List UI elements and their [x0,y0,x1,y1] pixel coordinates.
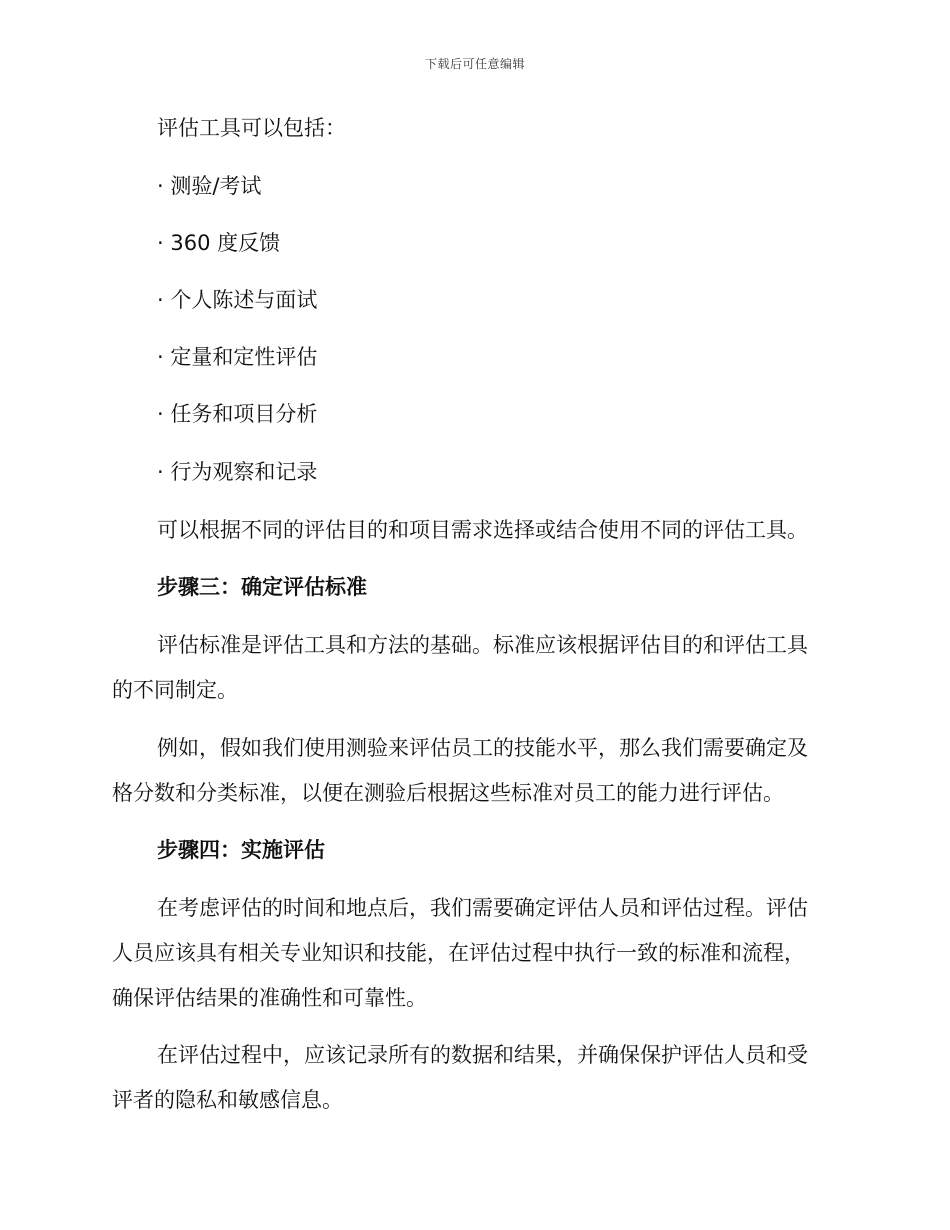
step4-paragraph1-line: 在考虑评估的时间和地点后，我们需要确定评估人员和评估过程。评估 [157,896,808,920]
bullet-item: · 个人陈述与面试 [157,288,318,312]
page-header: 下载后可任意编辑 [424,57,525,71]
intro-text: 评估工具可以包括： [157,116,346,140]
step4-heading: 步骤四：实施评估 [157,838,325,862]
step4-paragraph1-line: 人员应该具有相关专业知识和技能，在评估过程中执行一致的标准和流程， [112,941,805,965]
step3-paragraph1-line: 的不同制定。 [112,678,238,702]
step3-paragraph2-line: 格分数和分类标准，以便在测验后根据这些标准对员工的能力进行评估。 [112,781,784,805]
step3-paragraph2-line: 例如，假如我们使用测验来评估员工的技能水平，那么我们需要确定及 [157,736,808,760]
bullet-item: · 定量和定性评估 [157,345,318,369]
step4-paragraph1-line: 确保评估结果的准确性和可靠性。 [112,986,427,1010]
step3-heading: 步骤三：确定评估标准 [157,575,367,599]
step3-paragraph1-line: 评估标准是评估工具和方法的基础。标准应该根据评估目的和评估工具 [157,633,808,657]
bullet-item: · 任务和项目分析 [157,402,318,426]
bullet-item: · 360 度反馈 [157,231,281,255]
step4-paragraph2-line: 在评估过程中，应该记录所有的数据和结果，并确保保护评估人员和受 [157,1043,808,1067]
tools-summary-paragraph: 可以根据不同的评估目的和项目需求选择或结合使用不同的评估工具。 [157,518,808,542]
step4-paragraph2-line: 评者的隐私和敏感信息。 [112,1088,343,1112]
bullet-item: · 测验/考试 [157,174,262,198]
bullet-item: · 行为观察和记录 [157,460,318,484]
